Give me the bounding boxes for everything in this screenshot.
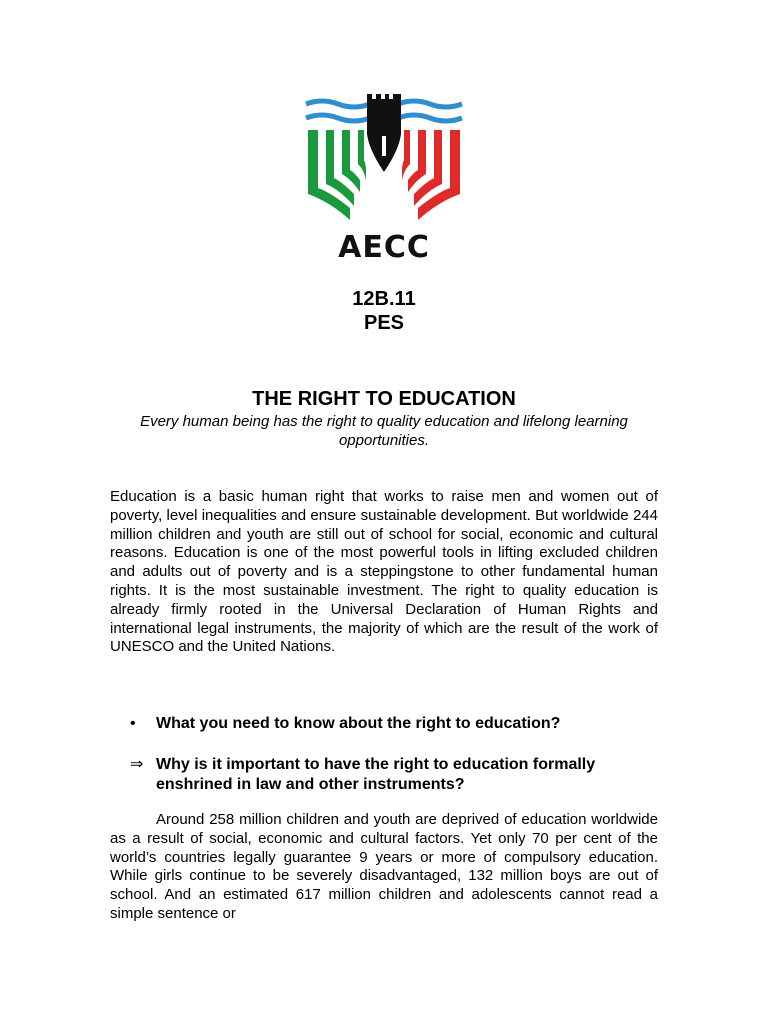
committee-header <box>0 287 768 335</box>
question-item-1 <box>130 714 670 734</box>
committee-code: 12B.11 <box>352 288 416 310</box>
arrow-icon: ⇒ <box>130 756 144 773</box>
body-paragraph-1: Education is a basic human right that works to raise men and women out of poverty, level inequalities and ensure sustainable development. But worldwide 244 million children and youth are still out of school for social, economic and cultural reasons. Education is one of the most powerful tools in lifting excluded children and adults out of poverty and is a steppingstone to other fundamental human rights. It is the most sustainable investment. The right to quality education is already firmly rooted in the Universal Declaration of Human Rights and international legal instruments, the majority of which are the result of the work of UNESCO and the United Nations. <box>110 488 658 656</box>
question-text-1: What you need to know about the right to education? <box>156 715 561 732</box>
aecc-logo <box>300 90 468 268</box>
aecc-logo-emblem <box>300 90 468 230</box>
body-paragraph-2: Around 258 million children and youth are deprived of education worldwide as a result of social, economic and cultural factors. Yet only 70 per cent of the world’s countries legally guarantee 9 years or more of compulsory education. While girls continue to be severely disadvantaged, 132 million boys are out of school. And an estimated 617 million children and adolescents cannot read a simple sentence or <box>110 811 658 922</box>
committee-name: PES <box>363 312 405 334</box>
logo-wordmark: AECC <box>338 230 430 265</box>
question-text-2: Why is it important to have the right to education formally enshrined in law and other instruments? <box>156 756 596 793</box>
bullet-icon: • <box>130 715 136 732</box>
question-item-2 <box>130 755 670 795</box>
document-title: THE RIGHT TO EDUCATION <box>252 388 516 410</box>
document-subtitle: Every human being has the right to quality education and lifelong learning opportunities. <box>140 413 628 449</box>
